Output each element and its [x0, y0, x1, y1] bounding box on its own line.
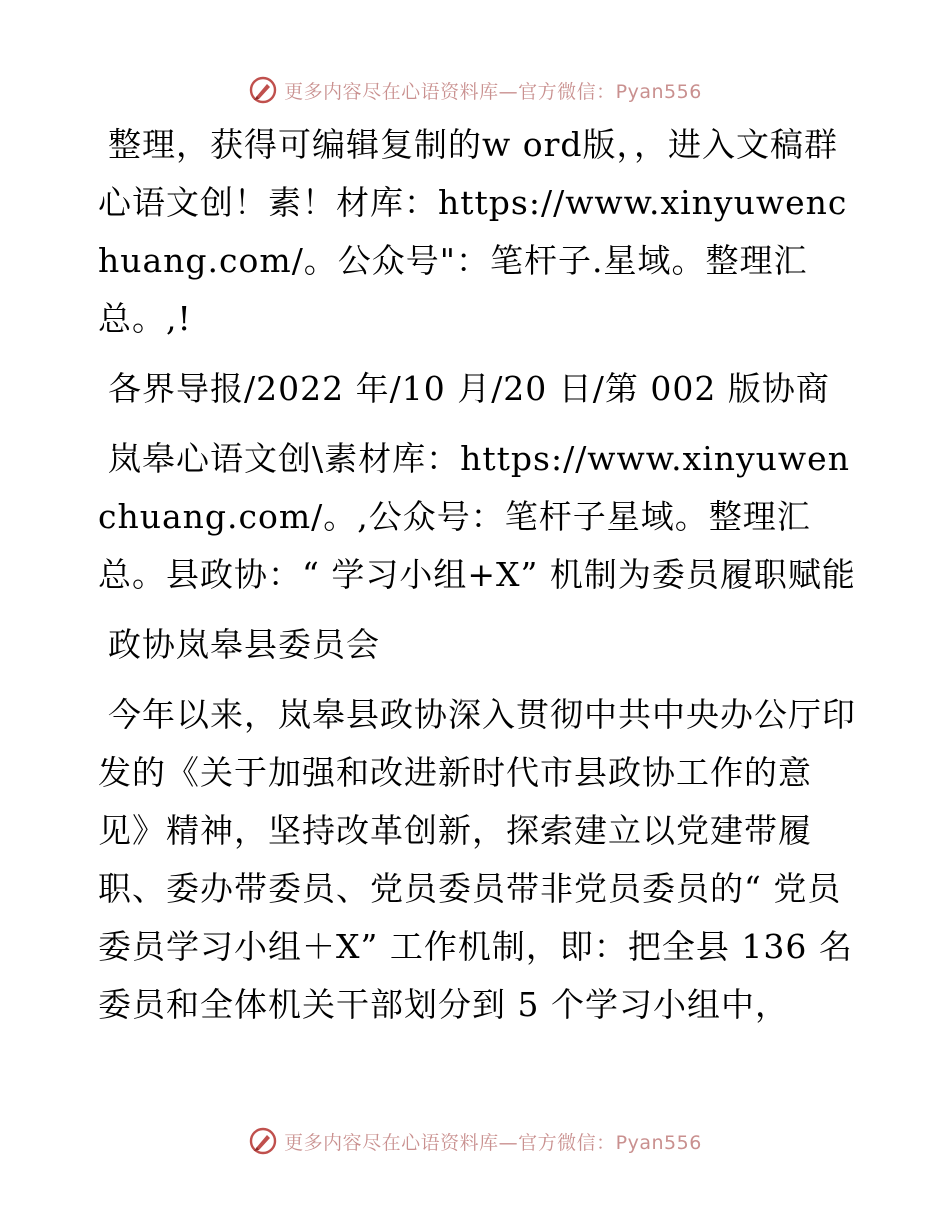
watermark-text: 更多内容尽在心语资料库—官方微信：Pyan556	[284, 80, 702, 103]
author-line: 政协岚皋县委员会	[108, 625, 380, 664]
pen-circle-logo-icon	[248, 1126, 278, 1156]
intro-paragraph: 整理，获得可编辑复制的w ord版，，进入文稿群心语文创！素！材库：https://www.xinyuwenchuang.com/。公众号"：笔杆子.星域。整理汇总。,!	[98, 125, 848, 338]
source-line: 各界导报/2022 年/10 月/20 日/第 002 版协商	[108, 369, 830, 408]
footer-watermark	[0, 1121, 950, 1161]
title-paragraph: 岚皋心语文创\素材库：https://www.xinyuwenchuang.com/。,公众号：笔杆子星域。整理汇总。县政协：“ 学习小组+X” 机制为委员履职赋能	[98, 439, 856, 594]
document-body	[98, 116, 858, 1046]
watermark-text: 更多内容尽在心语资料库—官方微信：Pyan556	[284, 1131, 702, 1154]
body-paragraph: 今年以来，岚皋县政协深入贯彻中共中央办公厅印发的《关于加强和改进新时代市县政协工作的意见》精神，坚持改革创新，探索建立以党建带履职、委办带委员、党员委员带非党员委员的“ 党员委员学习小组＋X” 工作机制，即：把全县 136 名委员和全体机关干部划分到 5 个学习小组中，	[98, 695, 856, 1024]
header-watermark	[0, 70, 950, 110]
pen-circle-logo-icon	[248, 75, 278, 105]
